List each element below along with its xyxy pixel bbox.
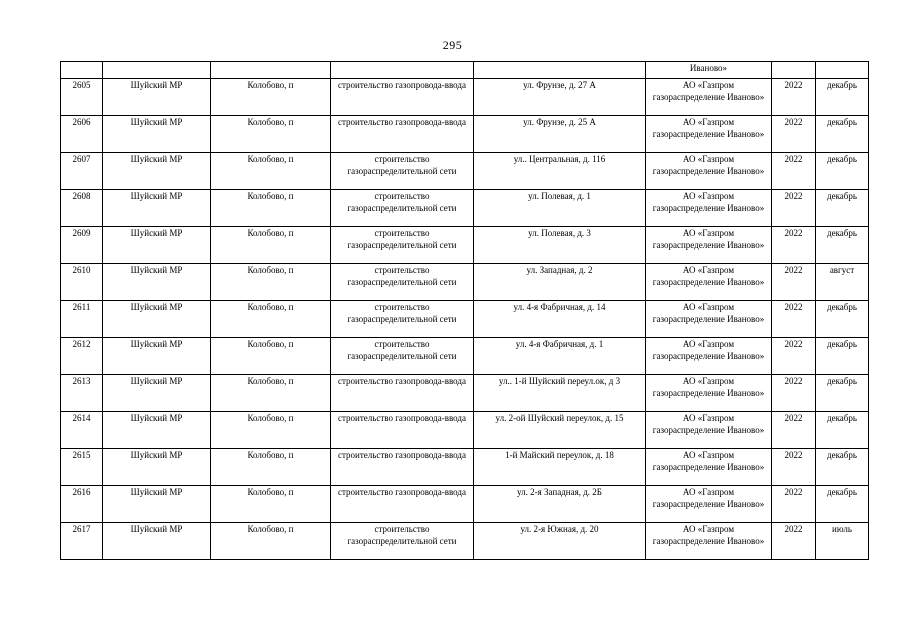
cell-work: строительство газопровода-ввода: [331, 449, 474, 486]
cell-organization: АО «Газпром газораспределение Иваново»: [646, 116, 772, 153]
cell-organization: АО «Газпром газораспределение Иваново»: [646, 412, 772, 449]
table-row: [61, 301, 869, 338]
cell-organization: АО «Газпром газораспределение Иваново»: [646, 264, 772, 301]
cell-month: декабрь: [816, 449, 869, 486]
cell-district: Шуйский МР: [103, 116, 211, 153]
table-body: [61, 62, 869, 560]
cell-month: июль: [816, 523, 869, 560]
cell-work: строительство газораспределительной сети: [331, 190, 474, 227]
cell-year: 2022: [772, 412, 816, 449]
cell-num: 2612: [61, 338, 103, 375]
cell-district: Шуйский МР: [103, 227, 211, 264]
table-row: [61, 264, 869, 301]
cell-district: Шуйский МР: [103, 523, 211, 560]
cell-num: 2607: [61, 153, 103, 190]
cell-month: декабрь: [816, 79, 869, 116]
cell-year: 2022: [772, 375, 816, 412]
cell-settlement: Колобово, п: [211, 116, 331, 153]
cell-month: август: [816, 264, 869, 301]
cell-district: [103, 62, 211, 79]
cell-organization: АО «Газпром газораспределение Иваново»: [646, 190, 772, 227]
cell-address: ул.. 1-й Шуйский переул.ок, д 3: [474, 375, 646, 412]
cell-address: ул.. Центральная, д. 116: [474, 153, 646, 190]
cell-month: декабрь: [816, 412, 869, 449]
table-row: [61, 338, 869, 375]
cell-district: Шуйский МР: [103, 449, 211, 486]
cell-address: ул. 2-ой Шуйский переулок, д. 15: [474, 412, 646, 449]
cell-district: Шуйский МР: [103, 412, 211, 449]
cell-address: ул. 4-я Фабричная, д. 14: [474, 301, 646, 338]
cell-work: строительство газопровода-ввода: [331, 79, 474, 116]
cell-num: 2611: [61, 301, 103, 338]
cell-organization: АО «Газпром газораспределение Иваново»: [646, 375, 772, 412]
table-row: [61, 79, 869, 116]
cell-month: декабрь: [816, 190, 869, 227]
cell-address: ул. Западная, д. 2: [474, 264, 646, 301]
cell-num: 2615: [61, 449, 103, 486]
cell-settlement: Колобово, п: [211, 153, 331, 190]
cell-num: 2608: [61, 190, 103, 227]
gasification-table: [60, 61, 869, 560]
cell-address: ул. Полевая, д. 3: [474, 227, 646, 264]
cell-month: декабрь: [816, 227, 869, 264]
cell-settlement: Колобово, п: [211, 375, 331, 412]
cell-year: 2022: [772, 190, 816, 227]
cell-district: Шуйский МР: [103, 190, 211, 227]
cell-organization: АО «Газпром газораспределение Иваново»: [646, 338, 772, 375]
cell-year: 2022: [772, 486, 816, 523]
cell-year: 2022: [772, 523, 816, 560]
cell-year: 2022: [772, 116, 816, 153]
cell-organization: Иваново»: [646, 62, 772, 79]
cell-work: строительство газораспределительной сети: [331, 301, 474, 338]
table-row: [61, 486, 869, 523]
continuation-row: [61, 62, 869, 79]
cell-organization: АО «Газпром газораспределение Иваново»: [646, 449, 772, 486]
table-row: [61, 449, 869, 486]
cell-district: Шуйский МР: [103, 301, 211, 338]
cell-district: Шуйский МР: [103, 375, 211, 412]
cell-settlement: [211, 62, 331, 79]
cell-settlement: Колобово, п: [211, 79, 331, 116]
cell-address: ул. Фрунзе, д. 27 А: [474, 79, 646, 116]
cell-year: 2022: [772, 264, 816, 301]
table-row: [61, 523, 869, 560]
table-row: [61, 227, 869, 264]
cell-settlement: Колобово, п: [211, 190, 331, 227]
cell-organization: АО «Газпром газораспределение Иваново»: [646, 523, 772, 560]
cell-num: [61, 62, 103, 79]
cell-year: [772, 62, 816, 79]
cell-month: декабрь: [816, 486, 869, 523]
cell-year: 2022: [772, 301, 816, 338]
cell-num: 2605: [61, 79, 103, 116]
cell-address: ул. 4-я Фабричная, д. 1: [474, 338, 646, 375]
cell-district: Шуйский МР: [103, 486, 211, 523]
cell-address: ул. Полевая, д. 1: [474, 190, 646, 227]
cell-num: 2614: [61, 412, 103, 449]
cell-num: 2613: [61, 375, 103, 412]
cell-work: [331, 62, 474, 79]
cell-month: [816, 62, 869, 79]
cell-settlement: Колобово, п: [211, 523, 331, 560]
cell-year: 2022: [772, 449, 816, 486]
cell-organization: АО «Газпром газораспределение Иваново»: [646, 486, 772, 523]
cell-num: 2610: [61, 264, 103, 301]
cell-district: Шуйский МР: [103, 79, 211, 116]
page-number: 295: [442, 38, 463, 52]
cell-work: строительство газораспределительной сети: [331, 153, 474, 190]
cell-year: 2022: [772, 153, 816, 190]
cell-work: строительство газопровода-ввода: [331, 375, 474, 412]
cell-settlement: Колобово, п: [211, 227, 331, 264]
cell-num: 2606: [61, 116, 103, 153]
cell-settlement: Колобово, п: [211, 449, 331, 486]
cell-work: строительство газопровода-ввода: [331, 116, 474, 153]
cell-address: [474, 62, 646, 79]
cell-organization: АО «Газпром газораспределение Иваново»: [646, 79, 772, 116]
cell-month: декабрь: [816, 338, 869, 375]
cell-num: 2617: [61, 523, 103, 560]
cell-work: строительство газораспределительной сети: [331, 523, 474, 560]
table-row: [61, 153, 869, 190]
cell-address: ул. 2-я Западная, д. 2Б: [474, 486, 646, 523]
cell-year: 2022: [772, 338, 816, 375]
cell-month: декабрь: [816, 375, 869, 412]
cell-work: строительство газораспределительной сети: [331, 264, 474, 301]
cell-organization: АО «Газпром газораспределение Иваново»: [646, 301, 772, 338]
cell-district: Шуйский МР: [103, 338, 211, 375]
cell-year: 2022: [772, 227, 816, 264]
cell-month: декабрь: [816, 153, 869, 190]
cell-address: ул. Фрунзе, д. 25 А: [474, 116, 646, 153]
cell-work: строительство газопровода-ввода: [331, 412, 474, 449]
cell-settlement: Колобово, п: [211, 301, 331, 338]
cell-month: декабрь: [816, 116, 869, 153]
cell-num: 2616: [61, 486, 103, 523]
cell-month: декабрь: [816, 301, 869, 338]
cell-work: строительство газораспределительной сети: [331, 227, 474, 264]
table-row: [61, 190, 869, 227]
cell-organization: АО «Газпром газораспределение Иваново»: [646, 227, 772, 264]
cell-organization: АО «Газпром газораспределение Иваново»: [646, 153, 772, 190]
table-row: [61, 375, 869, 412]
cell-settlement: Колобово, п: [211, 486, 331, 523]
cell-work: строительство газораспределительной сети: [331, 338, 474, 375]
cell-settlement: Колобово, п: [211, 412, 331, 449]
cell-settlement: Колобово, п: [211, 338, 331, 375]
cell-address: 1-й Майский переулок, д. 18: [474, 449, 646, 486]
table-row: [61, 412, 869, 449]
cell-num: 2609: [61, 227, 103, 264]
cell-work: строительство газопровода-ввода: [331, 486, 474, 523]
cell-district: Шуйский МР: [103, 264, 211, 301]
cell-settlement: Колобово, п: [211, 264, 331, 301]
table-row: [61, 116, 869, 153]
cell-district: Шуйский МР: [103, 153, 211, 190]
cell-address: ул. 2-я Южная, д. 20: [474, 523, 646, 560]
cell-year: 2022: [772, 79, 816, 116]
